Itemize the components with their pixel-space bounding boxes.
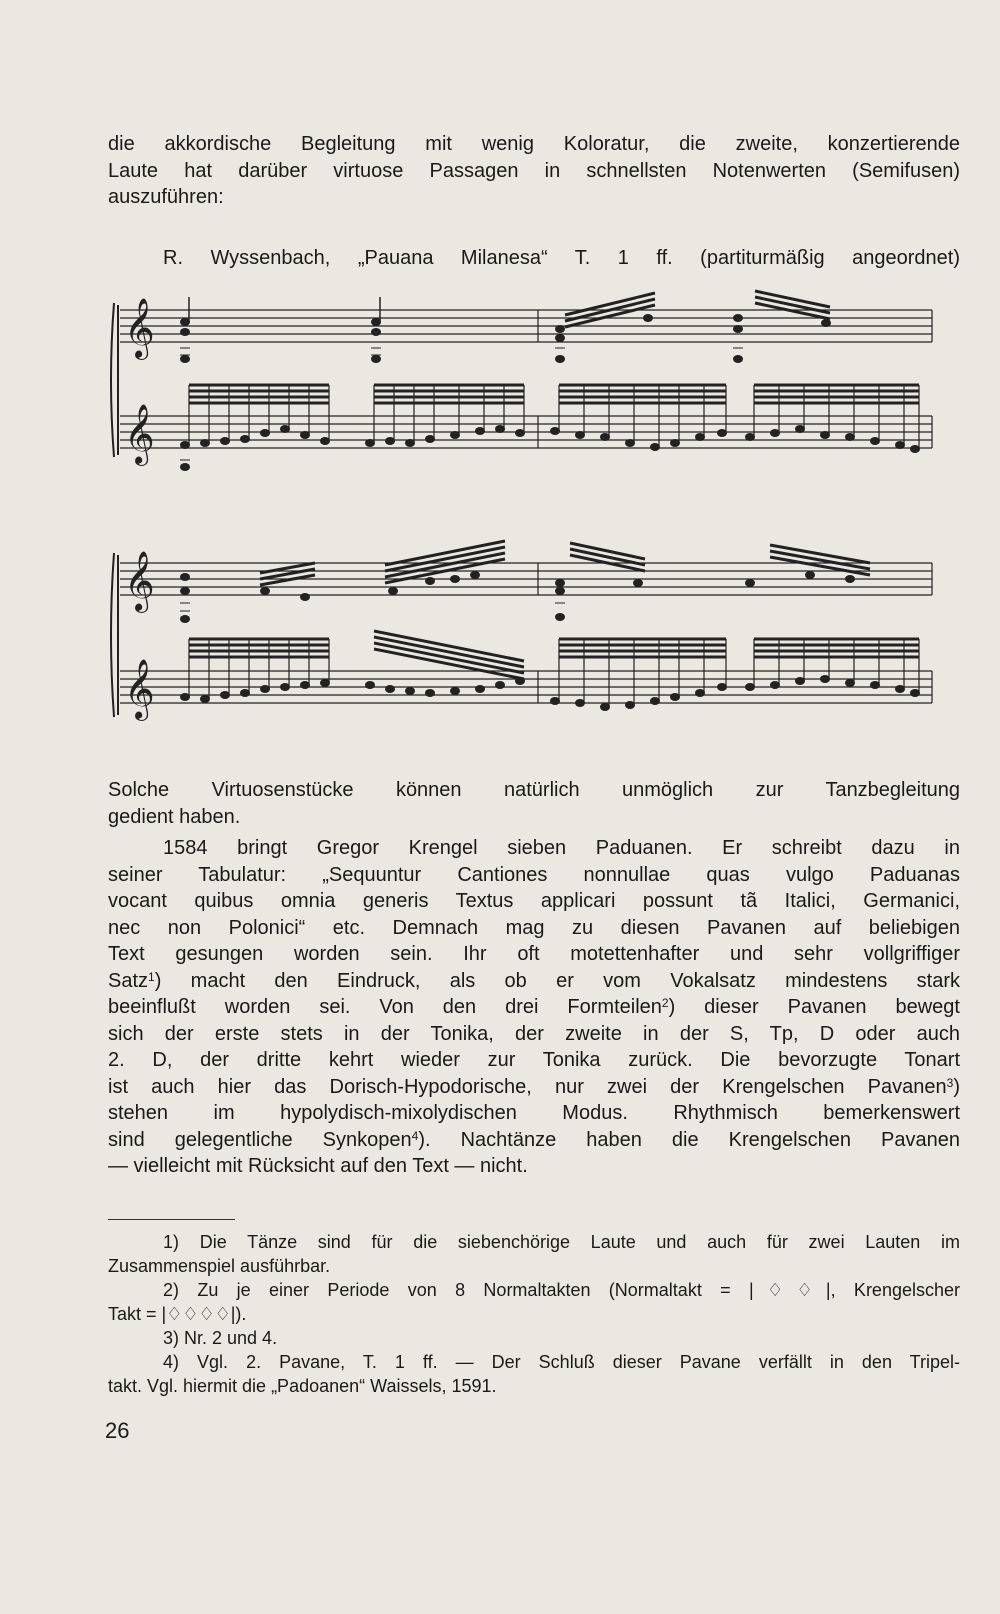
text-line: ist auch hier das Dorisch-Hypodorische, nur zwei der Krengelschen Pavanen$^3$) xyxy=(108,1075,960,1098)
text-line: gedient haben. xyxy=(108,805,241,828)
treble-clef-icon: 𝄞 xyxy=(124,659,155,719)
footnote-ref: 4 xyxy=(411,1128,419,1143)
text-line: 1584 bringt Gregor Krengel sieben Paduanen. Er schreibt dazu in xyxy=(163,837,960,859)
intro-paragraph xyxy=(108,131,960,211)
footnotes xyxy=(108,1230,960,1398)
footnote-1: 1) Die Tänze sind für die siebenchörige Laute und auch für zwei Lauten im xyxy=(163,1232,960,1252)
text-line: stehen im hypolydisch-mixolydischen Modus. Rhythmisch bemerkenswert xyxy=(108,1102,960,1124)
text-line: Solche Virtuosenstücke können natürlich unmöglich zur Tanzbegleitung xyxy=(108,779,960,801)
page-number: 26 xyxy=(105,1418,130,1443)
text-line: seiner Tabulatur: „Sequuntur Cantiones nonnullae quas vulgo Paduanas xyxy=(108,863,960,886)
music-system-1 xyxy=(110,285,965,475)
footnote-ref: 2 xyxy=(661,996,669,1010)
upper-notes xyxy=(180,291,831,363)
text-line: auszuführen: xyxy=(108,186,224,208)
footnote-ref: 1 xyxy=(148,969,155,984)
footnote-3: 3) Nr. 2 und 4. xyxy=(163,1328,278,1348)
staff-lower xyxy=(120,671,932,703)
text-line: nec non Polonici“ etc. Demnach mag zu diesen Pavanen auf beliebigen xyxy=(108,916,960,939)
text-line: Satz$^1$) macht den Eindruck, als ob er vom Vokalsatz mindestens stark xyxy=(108,969,960,992)
footnote-ref: 3 xyxy=(946,1075,954,1090)
footnote-2-cont: Takt = |♢♢♢♢|). xyxy=(108,1304,247,1324)
music-example-caption: R. Wyssenbach, „Pauana Milanesa“ T. 1 ff. (partiturmäßig angeordnet) xyxy=(163,247,960,269)
footnote-4-cont: takt. Vgl. hiermit die „Padoanen“ Waissels, 1591. xyxy=(108,1376,497,1396)
text-line: sich der erste stets in der Tonika, der zweite in der S, Tp, D oder auch xyxy=(108,1022,960,1045)
text-line: sind gelegentliche Synkopen$^4$). Nachtänze haben die Krengelschen Pavanen xyxy=(108,1128,960,1151)
text-line: vocant quibus omnia generis Textus applicari possunt tã Italici, Germanici, xyxy=(108,890,960,912)
lower-notes xyxy=(180,675,920,711)
lower-beams xyxy=(189,385,919,403)
text-line: — vielleicht mit Rücksicht auf den Text — nicht. xyxy=(108,1155,528,1177)
staff-lower xyxy=(120,416,932,448)
text-line: 2. D, der dritte kehrt wieder zur Tonika zurück. Die bevorzugte Tonart xyxy=(108,1049,960,1071)
treble-clef-icon: 𝄞 xyxy=(124,404,155,464)
lower-stems xyxy=(189,639,919,707)
conclusion-paragraph xyxy=(108,777,960,830)
lower-beams xyxy=(189,631,919,679)
music-system-2 xyxy=(110,535,965,735)
footnote-1-cont: Zusammenspiel ausführbar. xyxy=(108,1256,331,1276)
footnote-4: 4) Vgl. 2. Pavane, T. 1 ff. — Der Schluß dieser Pavane verfällt in den Tripel- xyxy=(163,1352,960,1372)
footnote-2: 2) Zu je einer Periode von 8 Normaltakten (Normaltakt = |♢♢|, Krengelscher xyxy=(163,1280,960,1300)
treble-clef-icon: 𝄞 xyxy=(124,298,155,358)
text-line: beeinflußt worden sei. Von den drei Formteilen$^2$) dieser Pavanen bewegt xyxy=(108,996,960,1018)
staff-upper xyxy=(120,563,932,595)
text-line: Text gesungen worden sein. Ihr oft motettenhafter und sehr vollgriffiger xyxy=(108,943,960,965)
krengel-paragraph xyxy=(108,835,960,1180)
treble-clef-icon: 𝄞 xyxy=(124,551,155,611)
text-line: Laute hat darüber virtuose Passagen in schnellsten Notenwerten (Semifusen) xyxy=(108,159,960,182)
text-line: die akkordische Begleitung mit wenig Koloratur, die zweite, konzertierende xyxy=(108,133,960,155)
upper-notes xyxy=(180,541,870,623)
footnote-divider xyxy=(108,1219,235,1220)
